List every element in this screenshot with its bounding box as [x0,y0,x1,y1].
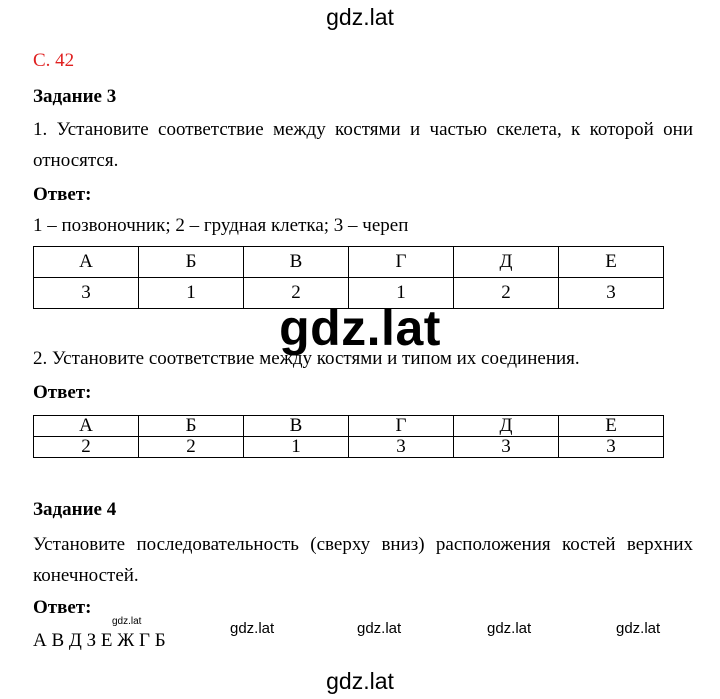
table-header-cell: Е [558,247,663,278]
task4-answer: А В Д З Е Ж Г Б [33,630,166,651]
table-header-cell: В [244,247,349,278]
watermark-center: gdz.lat [279,300,441,356]
legend-text: 1 – позвоночник; 2 – грудная клетка; 3 – череп [33,215,409,236]
table-header-cell: Б [139,416,244,437]
table-value-cell: 1 [244,437,349,458]
watermark-small: gdz.lat [357,620,402,637]
table-value-cell: 2 [453,278,558,309]
watermark-top: gdz.lat [326,4,394,30]
task4-question: Установите последовательность (сверху вниз) расположения костей верхних конечностей. [33,534,693,586]
watermark-small: gdz.lat [230,620,275,637]
page-reference: С. 42 [33,50,75,71]
table-value-cell: 3 [34,278,139,309]
watermark-small: gdz.lat [487,620,532,637]
table-header-cell: Г [349,247,454,278]
answer-label-2: Ответ: [33,382,92,403]
table-header-cell: А [34,247,139,278]
table-value-cell: 3 [558,437,663,458]
table-value-row [34,437,664,458]
table-value-cell: 2 [244,278,349,309]
answer-table-2 [33,415,664,458]
task3-heading: Задание 3 [33,86,117,107]
table-header-cell: Г [349,416,454,437]
table-value-cell: 3 [558,278,663,309]
table-value-cell: 2 [139,437,244,458]
table-value-cell: 3 [349,437,454,458]
table-value-cell: 1 [349,278,454,309]
watermark-bottom: gdz.lat [326,668,394,694]
table-header-cell: Е [558,416,663,437]
task3-question-2: 2. Установите соответствие между костями и типом их соединения. [33,348,580,369]
table-header-cell: Д [453,247,558,278]
table-value-cell: 1 [139,278,244,309]
table-header-row [34,247,664,278]
task4-answer-label: Ответ: [33,597,92,618]
table-header-cell: А [34,416,139,437]
table-header-cell: В [244,416,349,437]
table-value-cell: 2 [34,437,139,458]
answer-label-1: Ответ: [33,184,92,205]
table-value-cell: 3 [453,437,558,458]
watermark-small: gdz.lat [616,620,661,637]
watermark-tiny: gdz.lat [112,616,142,627]
table-header-cell: Д [453,416,558,437]
table-header-row [34,416,664,437]
task4-heading: Задание 4 [33,499,117,520]
table-header-cell: Б [139,247,244,278]
task3-question-1: 1. Установите соответствие между костями и частью скелета, к которой они относятся. [33,119,693,171]
